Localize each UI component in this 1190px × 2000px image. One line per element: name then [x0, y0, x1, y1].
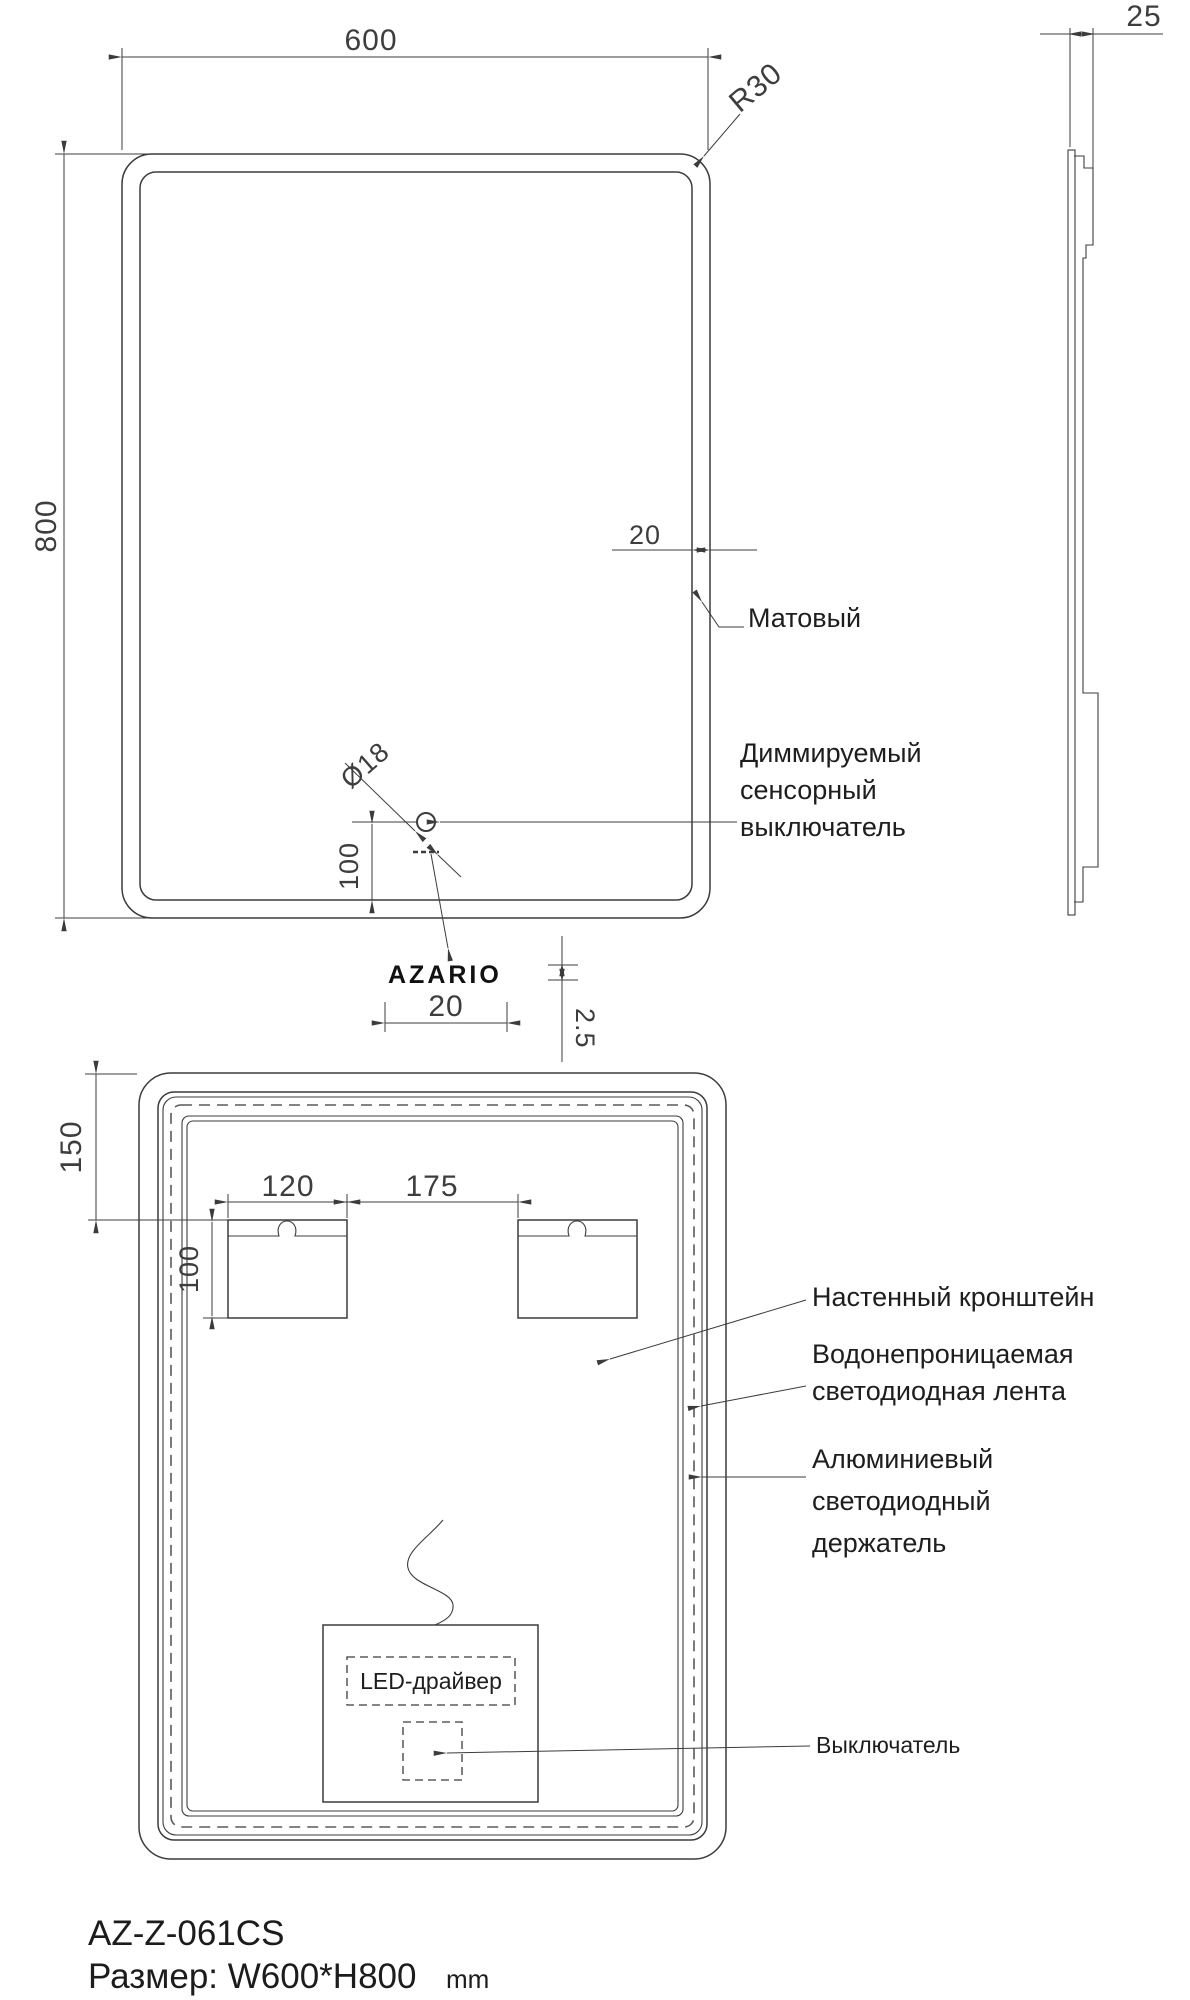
led-holder-inner-line [187, 1121, 678, 1811]
dim-120-text: 120 [261, 1170, 315, 1203]
switch-label-group [740, 738, 922, 842]
dim-thickness-25 [1040, 0, 1163, 168]
brand-logo: AZARIO [388, 961, 502, 989]
led-driver-label: LED-драйвер [360, 1668, 502, 1694]
led-holder-label-line1: Алюминиевый [812, 1444, 994, 1474]
dim-logo-width [385, 990, 507, 1032]
switch-box-label-group [447, 1732, 960, 1758]
dim-height-800 [30, 154, 158, 918]
led-strip-label-line2: светодиодная лента [812, 1376, 1066, 1406]
dim-switch-height-text: 100 [334, 841, 364, 891]
dim-150-text: 150 [55, 1120, 88, 1174]
size-unit: mm [446, 1964, 490, 1994]
dim-175-text: 175 [405, 1170, 459, 1203]
back-view [55, 1073, 1094, 1859]
power-cable [408, 1520, 454, 1625]
touch-switch-circle [417, 813, 435, 831]
dim-bracket-spacing [347, 1170, 518, 1218]
led-holder-outer-line [182, 1116, 683, 1816]
led-strip-label-group [701, 1339, 1073, 1406]
side-glass-panel [1068, 150, 1075, 915]
wall-bracket-left [228, 1220, 347, 1318]
mirror-inner-edge [140, 172, 692, 900]
dim-switch-height [334, 822, 416, 900]
dim-logo-height [548, 936, 600, 1062]
dim-height-text: 800 [30, 499, 63, 553]
matte-label: Матовый [748, 603, 862, 633]
switch-box-label: Выключатель [816, 1732, 961, 1758]
dim-logo-width-text: 20 [428, 990, 464, 1023]
matte-label-group [702, 602, 861, 633]
dim-corner-radius [704, 56, 789, 156]
back-frame-inner-edge [158, 1092, 707, 1840]
dim-frame-width-text: 20 [628, 520, 662, 550]
bracket-keyhole-left [276, 1221, 298, 1236]
size-text: Размер: W600*H800 [88, 1957, 417, 1996]
side-back-profile [1074, 156, 1098, 902]
dim-width-text: 600 [344, 24, 398, 57]
switch-label-line2: сенсорный [740, 775, 877, 805]
logo-leader-line [431, 854, 448, 948]
wall-bracket-label: Настенный кронштейн [812, 1282, 1095, 1312]
switch-label-line3: выключатель [740, 812, 906, 842]
model-code: AZ-Z-061CS [88, 1914, 285, 1953]
switch-dashed-box [403, 1722, 462, 1780]
mirror-outer-frame [122, 154, 710, 918]
dim-switch-diameter-text: Ø18 [334, 736, 396, 795]
back-frame-line [163, 1097, 702, 1835]
front-view [30, 24, 922, 1062]
led-holder-label-line3: держатель [812, 1528, 947, 1558]
led-strip-label-line1: Водонепроницаемая [812, 1339, 1074, 1369]
led-driver-housing [323, 1625, 538, 1802]
footer [88, 1914, 489, 1996]
led-holder-label-line2: светодиодный [812, 1486, 991, 1516]
dim-width-600 [122, 24, 708, 150]
wall-bracket-right [518, 1220, 637, 1318]
touch-switch [335, 736, 737, 877]
led-strip-dashed-line [171, 1105, 694, 1827]
dim-100-text: 100 [174, 1244, 204, 1294]
led-holder-label-group [702, 1444, 993, 1558]
dim-thickness-text: 25 [1126, 0, 1162, 33]
switch-label-line1: Диммируемый [740, 738, 922, 768]
dim-frame-width [612, 520, 757, 550]
side-view [1040, 0, 1163, 915]
dim-radius-text: R30 [723, 56, 789, 120]
dim-bracket-top-offset [55, 1074, 228, 1220]
dim-logo-height-text: 2.5 [570, 1008, 600, 1049]
dim-bracket-width [228, 1170, 347, 1218]
bracket-keyhole-right [566, 1221, 588, 1236]
